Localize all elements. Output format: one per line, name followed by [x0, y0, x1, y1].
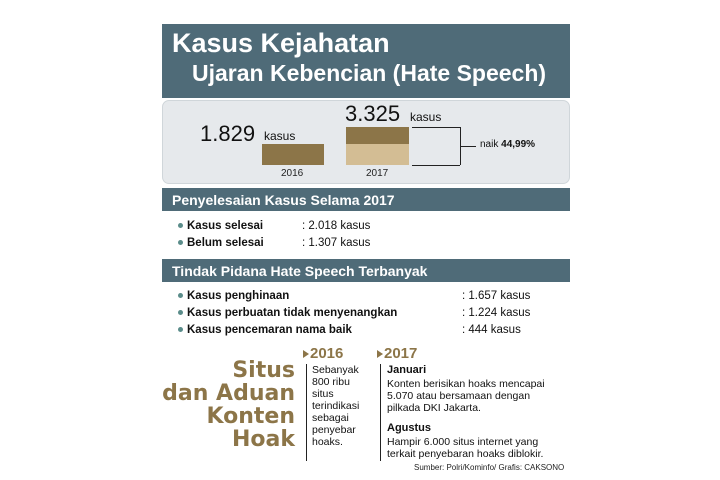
category-label-2017: 2017 [366, 168, 389, 179]
title-line-2: Ujaran Kebencian (Hate Speech) [192, 60, 547, 86]
bracket-bottom [412, 165, 460, 166]
source-credit: Sumber: Polri/Kominfo/ Grafis: CAKSONO [414, 463, 565, 472]
value-label-2017: 3.325 [345, 101, 401, 126]
section-title-penyelesaian: Penyelesaian Kasus Selama 2017 [172, 192, 395, 208]
unit-label-2016: kasus [264, 129, 296, 143]
list-item-value: : 444 kasus [462, 324, 521, 336]
category-label-2016: 2016 [281, 168, 304, 179]
list-item: Kasus pencemaran nama baik [178, 324, 352, 336]
bracket-top [412, 127, 460, 128]
bullet-icon [178, 327, 183, 332]
bullet-icon [178, 223, 183, 228]
list-item-value: : 1.657 kasus [462, 290, 531, 302]
section-title-tindak: Tindak Pidana Hate Speech Terbanyak [172, 263, 428, 279]
unit-label-2017: kasus [410, 110, 442, 124]
text-agustus: Hampir 6.000 situs internet yang terkait penyebaran hoaks diblokir. [387, 436, 544, 460]
list-item-value: : 1.224 kasus [462, 307, 531, 319]
bar-2017-increase [346, 127, 409, 144]
year-2016-heading: 2016 [303, 345, 343, 362]
list-item-value: : 2.018 kasus [302, 220, 371, 232]
increase-value: 44,99% [501, 139, 536, 150]
bar-2016 [262, 144, 324, 165]
bullet-icon [178, 240, 183, 245]
title-line-1: Kasus Kejahatan [172, 28, 390, 58]
triangle-icon [303, 350, 309, 358]
increase-annotation [480, 139, 535, 150]
list-item: Belum selesai [178, 237, 264, 249]
bullet-icon [178, 310, 183, 315]
bullet-icon [178, 293, 183, 298]
list-item: Kasus perbuatan tidak menyenangkan [178, 307, 397, 319]
divider-2017 [380, 364, 381, 461]
list-item: Kasus penghinaan [178, 290, 289, 302]
divider-2016 [306, 364, 307, 461]
text-januari: Konten berisikan hoaks mencapai 5.070 atau bersamaan dengan pilkada DKI Jakarta. [387, 378, 545, 414]
month-januari: Januari [387, 364, 427, 376]
increase-label: naik [480, 139, 499, 150]
year-2017-heading: 2017 [377, 345, 417, 362]
bracket-pointer [460, 146, 476, 147]
list-item: Kasus selesai [178, 220, 263, 232]
triangle-icon [377, 350, 383, 358]
text-2016: Sebanyak 800 ribu situs terindikasi sebagai penyebar hoaks. [312, 364, 360, 448]
situs-heading: Situs dan Aduan Konten Hoak [162, 358, 295, 452]
value-label-2016: 1.829 [200, 121, 256, 146]
bar-2017-base [346, 144, 409, 165]
month-agustus: Agustus [387, 422, 431, 434]
list-item-value: : 1.307 kasus [302, 237, 371, 249]
